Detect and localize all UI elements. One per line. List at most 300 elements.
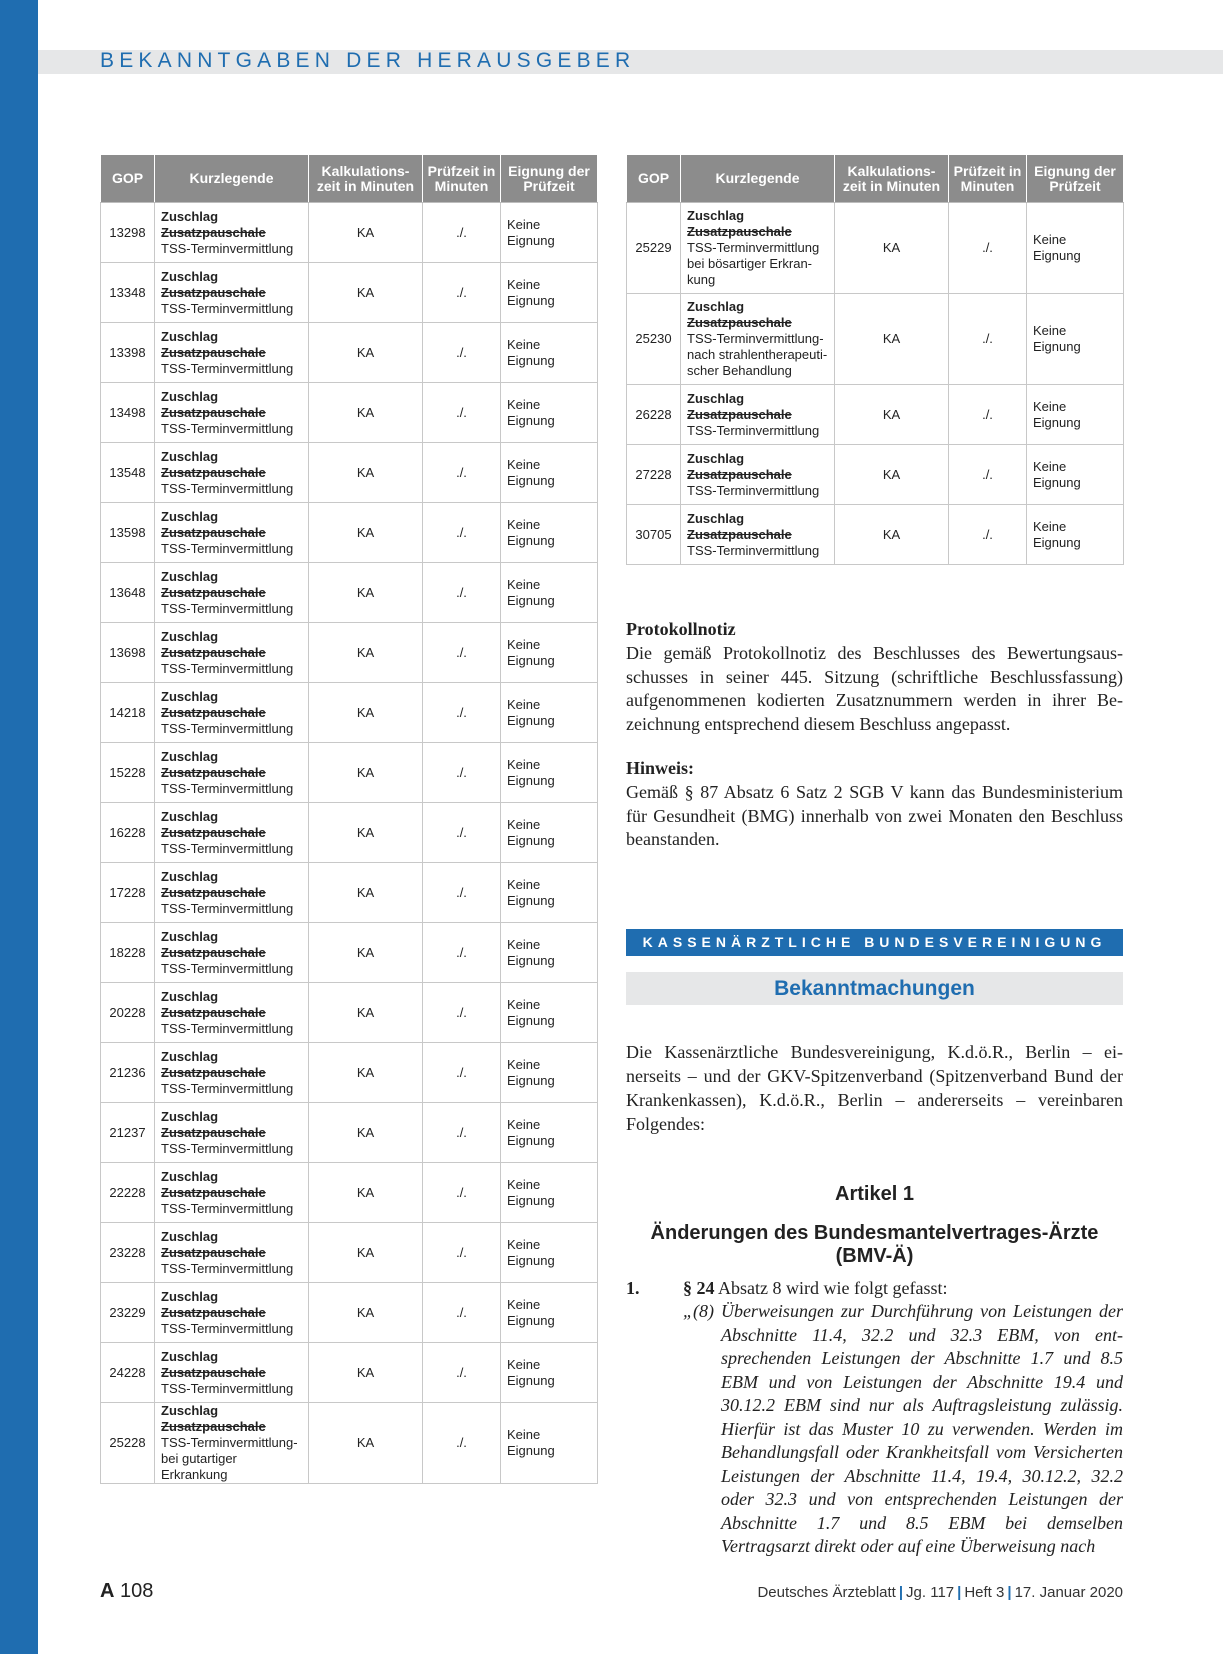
pruefzeit-cell: ./. [423,203,501,263]
eignung-line: Eignung [507,1192,555,1208]
gop-cell: 25229 [627,203,681,294]
eignung-cell [501,1163,598,1223]
gop-cell: 21236 [101,1043,155,1103]
legend-line: TSS-Terminvermittlung [161,1380,294,1396]
gop-cell: 16228 [101,803,155,863]
legend-line: Zusatzpauschale [161,884,266,900]
eignung-line: Keine [507,516,541,532]
kurzlegende-cell [155,503,309,563]
legend-line: Zuschlag [161,568,219,584]
gop-cell: 13598 [101,503,155,563]
legend-line: Zuschlag [161,1228,219,1244]
legend-line: Zusatzpauschale [161,1364,266,1380]
header-kurzlegende: Kurzlegende [155,155,309,203]
table-row [101,1103,598,1163]
pruefzeit-cell: ./. [423,443,501,503]
gop-cell: 22228 [101,1163,155,1223]
legend-line: TSS-Terminvermittlung [161,540,294,556]
legend-line: Zusatzpauschale [687,224,792,239]
kbv-banner: KASSENÄRZTLICHE BUNDESVEREINIGUNG [626,929,1123,956]
legend-line: Zuschlag [687,299,745,314]
journal-issue: Heft 3 [964,1584,1005,1601]
legend-line: Zusatzpauschale [161,1304,266,1320]
kalkulationszeit-cell: KA [309,743,423,803]
kalkulationszeit-cell: KA [309,623,423,683]
eignung-line: Keine [1033,458,1067,474]
gop-cell: 25230 [627,294,681,385]
eignung-line: Keine [507,456,541,472]
kalkulationszeit-cell: KA [309,443,423,503]
table-row [101,323,598,383]
pruefzeit-cell: ./. [423,983,501,1043]
kalkulationszeit-cell: KA [309,1343,423,1403]
legend-line: Zuschlag [161,988,219,1004]
eignung-line: Keine [507,1296,541,1312]
eignung-cell [501,1403,598,1484]
pruefzeit-cell: ./. [423,563,501,623]
eignung-line: Keine [507,756,541,772]
eignung-line: Keine [507,636,541,652]
legend-line: Zusatzpauschale [161,344,266,360]
pruefzeit-cell: ./. [423,1163,501,1223]
kurzlegende-cell [681,294,835,385]
legend-line: Zusatzpauschale [161,524,266,540]
bekanntmachungen-heading: Bekanntmachungen [626,972,1123,1005]
kalkulationszeit-cell: KA [309,1103,423,1163]
page-number [100,1580,153,1603]
legend-line: TSS-Terminvermittlung [161,1080,294,1096]
section-title: BEKANNTGABEN DER HERAUSGEBER [100,49,636,72]
eignung-line: Eignung [507,292,555,308]
legend-line: Zusatzpauschale [161,1184,266,1200]
eignung-line: Keine [507,996,541,1012]
legend-line: TSS-Terminvermittlung [161,1200,294,1216]
kurzlegende-cell [155,1043,309,1103]
legend-line: bei bösartiger Erkran- [687,256,812,271]
gop-cell: 14218 [101,683,155,743]
kurzlegende-cell [155,623,309,683]
artikel-subtitle: Änderungen des Bundesmantelvertrages-Ärzte (BMV-Ä) [650,1222,1099,1267]
legend-line: Zuschlag [161,928,219,944]
intro-paragraph: Die Kassenärztliche Bundesvereinigung, K.d.ö.R., Berlin – einerseits – und der GKV-Spitzenverband (Spitzenverband Bund der Krankenkassen), K.d.ö.R., Berlin – andererseits – vereinbaren Folgendes: [626,1042,1123,1134]
eignung-line: Eignung [507,1012,555,1028]
kalkulationszeit-cell: KA [309,1283,423,1343]
eignung-cell [501,683,598,743]
eignung-line: Keine [507,696,541,712]
kurzlegende-cell [155,1403,309,1484]
eignung-cell [501,323,598,383]
eignung-line: Eignung [1033,474,1081,490]
table-row [101,923,598,983]
eignung-cell [501,803,598,863]
eignung-line: Keine [1033,518,1067,534]
gop-cell: 13698 [101,623,155,683]
table-header-row [101,155,598,203]
kalkulationszeit-cell: KA [835,445,949,505]
legend-line: Zuschlag [161,688,219,704]
page-number-value: 108 [120,1580,154,1602]
paragraph-ref: § 24 [683,1278,715,1298]
kalkulationszeit-cell: KA [309,923,423,983]
legend-line: TSS-Terminvermittlung- [687,331,824,346]
kurzlegende-cell [681,445,835,505]
kalkulationszeit-cell: KA [835,203,949,294]
artikel-title: Artikel 1 [835,1183,914,1205]
gop-cell: 30705 [627,505,681,565]
pruefzeit-cell: ./. [949,505,1027,565]
kurzlegende-cell [155,1283,309,1343]
legend-line: Zusatzpauschale [161,764,266,780]
kalkulationszeit-cell: KA [309,203,423,263]
kalkulationszeit-cell: KA [309,263,423,323]
legend-line: Zusatzpauschale [161,404,266,420]
eignung-line: Keine [507,216,541,232]
table-row [101,1283,598,1343]
legend-line: TSS-Terminvermittlung [687,240,820,255]
gop-cell: 15228 [101,743,155,803]
legend-line: Zuschlag [161,868,219,884]
table-row [101,1403,598,1484]
legend-line: Zuschlag [161,1048,219,1064]
legend-line: Zuschlag [161,208,219,224]
eignung-line: Eignung [507,1312,555,1328]
eignung-line: Eignung [1033,414,1081,430]
kurzlegende-cell [155,983,309,1043]
legend-line: TSS-Terminvermittlung [161,600,294,616]
legend-line: TSS-Terminvermittlung [161,240,294,256]
kurzlegende-cell [681,203,835,294]
eignung-line: Keine [507,1056,541,1072]
kurzlegende-cell [155,563,309,623]
legend-line: Zuschlag [161,448,219,464]
table-row [627,445,1124,505]
eignung-line: Eignung [1033,534,1081,550]
kalkulationszeit-cell: KA [309,863,423,923]
eignung-line: Eignung [507,1372,555,1388]
eignung-cell [501,263,598,323]
eignung-line: Eignung [507,232,555,248]
eignung-line: Keine [1033,323,1067,338]
pruefzeit-cell: ./. [423,923,501,983]
eignung-line: Keine [507,936,541,952]
legend-line: TSS-Terminvermittlung [161,1260,294,1276]
header-kalkulationszeit: Kalkulations- zeit in Minuten [309,155,423,203]
kurzlegende-cell [155,803,309,863]
table-row [101,803,598,863]
table-row [101,743,598,803]
eignung-cell [501,1343,598,1403]
table-row [101,383,598,443]
legend-line: TSS-Terminvermittlung- [161,1435,298,1450]
gop-cell: 13548 [101,443,155,503]
eignung-line: Keine [507,1427,541,1442]
gop-cell: 27228 [627,445,681,505]
eignung-cell [501,1103,598,1163]
eignung-line: Keine [507,1236,541,1252]
legend-line: TSS-Terminvermittlung [161,720,294,736]
eignung-cell [501,1043,598,1103]
item-number: 1. [626,1278,640,1298]
eignung-line: Keine [507,876,541,892]
pruefzeit-cell: ./. [423,323,501,383]
table-row [627,385,1124,445]
pruefzeit-cell: ./. [423,803,501,863]
eignung-line: Eignung [507,1443,555,1458]
table-row [101,563,598,623]
eignung-line: Eignung [507,1072,555,1088]
legend-line: scher Behandlung [687,363,792,378]
table-row [101,1223,598,1283]
table-row [627,203,1124,294]
legend-line: Zusatzpauschale [687,526,792,542]
legend-line: TSS-Terminvermittlung [161,1140,294,1156]
header-kurzlegende: Kurzlegende [681,155,835,203]
table-header-row [627,155,1124,203]
legend-line: TSS-Terminvermittlung [161,360,294,376]
gop-cell: 21237 [101,1103,155,1163]
kurzlegende-cell [155,203,309,263]
eignung-line: Eignung [507,1252,555,1268]
legend-line: Zusatzpauschale [161,1004,266,1020]
kurzlegende-cell [155,1163,309,1223]
eignung-line: Keine [1033,398,1067,414]
pruefzeit-cell: ./. [423,683,501,743]
eignung-cell [501,383,598,443]
gop-table-right [626,154,1124,565]
eignung-line: Keine [507,1116,541,1132]
legend-line: Zuschlag [161,1403,219,1418]
pruefzeit-cell: ./. [423,1403,501,1484]
kurzlegende-cell [155,923,309,983]
kalkulationszeit-cell: KA [309,323,423,383]
eignung-line: Keine [507,1176,541,1192]
eignung-cell [1027,385,1124,445]
pruefzeit-cell: ./. [423,1103,501,1163]
kalkulationszeit-cell: KA [835,505,949,565]
pruefzeit-cell: ./. [423,743,501,803]
eignung-cell [501,443,598,503]
kurzlegende-cell [155,1343,309,1403]
gop-cell: 23229 [101,1283,155,1343]
legend-line: Zuschlag [161,628,219,644]
legend-line: Zuschlag [161,508,219,524]
eignung-cell [1027,445,1124,505]
table-row [101,863,598,923]
pruefzeit-cell: ./. [949,203,1027,294]
item-heading [683,1278,947,1299]
kurzlegende-cell [681,385,835,445]
legend-line: Zuschlag [161,1288,219,1304]
table-row [101,1343,598,1403]
pruefzeit-cell: ./. [423,863,501,923]
gop-cell: 13348 [101,263,155,323]
item-quote: „(8) Überweisungen zur Durchführung von Leistungen der Abschnitte 11.4, 32.2 und 32.3 EBM, von entsprechenden Leistungen der Abschnitte 1.7 und 8.5 EBM und von Leistungen der Abschnitte 19.4 und 30.12.2 EBM sind nur als Auftragsleistung zulässig. Hierfür ist das Muster 10 zu verwenden. Werden im Behandlungsfall oder Krankheitsfall vom Versicherten Leistungen der Abschnitte 11.4, 19.4, 30.12.2, 32.2 oder 32.3 und von entsprechenden Leistungen der Abschnitte 1.7 und 8.5 EBM bei demselben Vertragsarzt direkt oder auf eine Überweisung nach [683,1301,1123,1556]
eignung-cell [501,203,598,263]
kalkulationszeit-cell: KA [309,803,423,863]
pruefzeit-cell: ./. [423,503,501,563]
eignung-cell [501,863,598,923]
legend-line: bei gutartiger Erkrankung [161,1451,237,1482]
eignung-cell [501,623,598,683]
legend-line: Zuschlag [687,390,745,406]
gop-cell: 17228 [101,863,155,923]
table-row [101,1043,598,1103]
kalkulationszeit-cell: KA [309,503,423,563]
journal-name: Deutsches Ärzteblatt [757,1584,896,1601]
legend-line: Zusatzpauschale [161,644,266,660]
separator: | [957,1584,962,1601]
table-row [101,503,598,563]
kalkulationszeit-cell: KA [309,383,423,443]
header-gop: GOP [101,155,155,203]
legend-line: TSS-Terminvermittlung [161,1320,294,1336]
pruefzeit-cell: ./. [423,383,501,443]
eignung-cell [501,983,598,1043]
eignung-line: Eignung [1033,248,1081,263]
header-eignung: Eignung der Prüfzeit [501,155,598,203]
legend-line: Zusatzpauschale [161,464,266,480]
header-pruefzeit: Prüfzeit in Minuten [949,155,1027,203]
header-eignung: Eignung der Prüfzeit [1027,155,1124,203]
legend-line: Zusatzpauschale [161,584,266,600]
legend-line: Zusatzpauschale [161,1244,266,1260]
table-row [101,1163,598,1223]
legend-line: TSS-Terminvermittlung [161,660,294,676]
legend-line: TSS-Terminvermittlung [161,780,294,796]
pruefzeit-cell: ./. [423,1343,501,1403]
kalkulationszeit-cell: KA [309,563,423,623]
kurzlegende-cell [155,383,309,443]
eignung-line: Eignung [507,472,555,488]
separator: | [1007,1584,1012,1601]
legend-line: TSS-Terminvermittlung [161,480,294,496]
eignung-line: Keine [507,336,541,352]
eignung-cell [501,1223,598,1283]
pruefzeit-cell: ./. [949,385,1027,445]
legend-line: Zusatzpauschale [161,1124,266,1140]
legend-line: Zusatzpauschale [161,224,266,240]
gop-table-left [100,154,598,1484]
eignung-line: Keine [507,396,541,412]
pruefzeit-cell: ./. [949,445,1027,505]
eignung-cell [501,923,598,983]
kurzlegende-cell [155,263,309,323]
table-row [627,294,1124,385]
legend-line: TSS-Terminvermittlung [161,420,294,436]
gop-cell: 20228 [101,983,155,1043]
eignung-cell [1027,294,1124,385]
eignung-cell [501,743,598,803]
kalkulationszeit-cell: KA [309,1223,423,1283]
pruefzeit-cell: ./. [949,294,1027,385]
kurzlegende-cell [155,1223,309,1283]
eignung-line: Eignung [1033,339,1081,354]
header-pruefzeit: Prüfzeit in Minuten [423,155,501,203]
eignung-line: Keine [507,1356,541,1372]
legend-line: Zusatzpauschale [161,284,266,300]
kalkulationszeit-cell: KA [309,1403,423,1484]
legend-line: Zusatzpauschale [687,466,792,482]
legend-line: Zuschlag [687,208,745,223]
kalkulationszeit-cell: KA [309,1163,423,1223]
legend-line: TSS-Terminvermittlung [161,960,294,976]
gop-cell: 13398 [101,323,155,383]
kurzlegende-cell [155,443,309,503]
legend-line: Zuschlag [161,748,219,764]
legend-line: Zusatzpauschale [687,406,792,422]
eignung-line: Keine [507,576,541,592]
legend-line: nach strahlentherapeuti- [687,347,828,362]
eignung-line: Eignung [507,772,555,788]
table-row [101,983,598,1043]
legend-line: kung [687,272,716,287]
kurzlegende-cell [155,1103,309,1163]
eignung-line: Eignung [507,652,555,668]
kurzlegende-cell [681,505,835,565]
legend-line: TSS-Terminvermittlung [161,1020,294,1036]
pruefzeit-cell: ./. [423,623,501,683]
eignung-cell [501,563,598,623]
kalkulationszeit-cell: KA [309,683,423,743]
legend-line: Zuschlag [687,450,745,466]
legend-line: Zusatzpauschale [161,1064,266,1080]
legend-line: Zusatzpauschale [687,315,792,330]
gop-cell: 13648 [101,563,155,623]
protokollnotiz-text: Die gemäß Protokollnotiz des Beschlusses des Bewertungsausschusses in seiner 445. Sitzung (schriftliche Beschlussfassung) aufgenommenen kodierten Zusatznummern werden in ihrer Bezeichnung entsprechend diesem Beschluss angepasst. [626,643,1123,734]
header-gop: GOP [627,155,681,203]
legend-line: Zuschlag [161,1348,219,1364]
header-kalkulationszeit: Kalkulations- zeit in Minuten [835,155,949,203]
eignung-line: Eignung [507,412,555,428]
legend-line: Zusatzpauschale [161,824,266,840]
gop-cell: 23228 [101,1223,155,1283]
legend-line: Zuschlag [161,808,219,824]
pruefzeit-cell: ./. [423,1043,501,1103]
journal-info [757,1584,1123,1601]
gop-cell: 13498 [101,383,155,443]
kurzlegende-cell [155,743,309,803]
table-row [627,505,1124,565]
pruefzeit-cell: ./. [423,1223,501,1283]
separator: | [898,1584,904,1601]
gop-cell: 24228 [101,1343,155,1403]
eignung-line: Eignung [507,1132,555,1148]
eignung-line: Eignung [507,712,555,728]
legend-line: TSS-Terminvermittlung [687,422,820,438]
protokollnotiz-heading: Protokollnotiz [626,619,736,639]
eignung-cell [501,1283,598,1343]
eignung-line: Eignung [507,592,555,608]
table-row [101,203,598,263]
journal-volume: Jg. 117 [906,1584,955,1601]
legend-line: TSS-Terminvermittlung [161,840,294,856]
legend-line: Zusatzpauschale [161,944,266,960]
hinweis-text: Gemäß § 87 Absatz 6 Satz 2 SGB V kann das Bundesministerium für Gesundheit (BMG) innerhalb von zwei Monaten den Beschluss beanstanden. [626,782,1123,849]
legend-line: Zuschlag [161,328,219,344]
gop-cell: 13298 [101,203,155,263]
kurzlegende-cell [155,863,309,923]
legend-line: TSS-Terminvermittlung [161,900,294,916]
hinweis-heading: Hinweis: [626,758,695,778]
kurzlegende-cell [155,683,309,743]
eignung-line: Keine [1033,232,1067,247]
kurzlegende-cell [155,323,309,383]
gop-cell: 26228 [627,385,681,445]
legend-line: TSS-Terminvermittlung [161,300,294,316]
kalkulationszeit-cell: KA [835,294,949,385]
table-row [101,623,598,683]
legend-line: Zuschlag [161,1108,219,1124]
